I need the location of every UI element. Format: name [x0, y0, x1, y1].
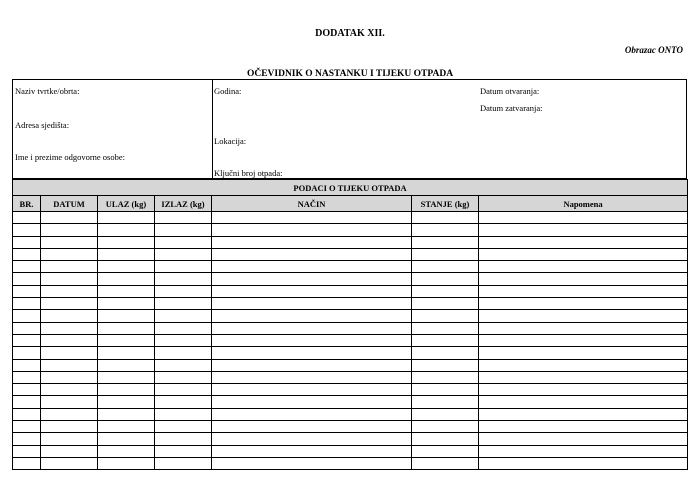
table-row	[13, 322, 688, 334]
cell-output	[155, 371, 212, 383]
cell-date	[41, 261, 98, 273]
cell-method	[212, 359, 412, 371]
cell-number	[13, 334, 41, 346]
table-row	[13, 359, 688, 371]
cell-output	[155, 334, 212, 346]
table-row	[13, 310, 688, 322]
cell-output	[155, 236, 212, 248]
cell-method	[212, 445, 412, 457]
cell-balance	[412, 212, 479, 224]
cell-number	[13, 236, 41, 248]
cell-output	[155, 322, 212, 334]
cell-input	[98, 433, 155, 445]
cell-output	[155, 285, 212, 297]
cell-date	[41, 408, 98, 420]
cell-input	[98, 298, 155, 310]
column-header-input: ULAZ (kg)	[98, 196, 155, 212]
cell-input	[98, 236, 155, 248]
section-title: PODACI O TIJEKU OTPADA	[13, 180, 688, 196]
cell-date	[41, 396, 98, 408]
cell-balance	[412, 347, 479, 359]
cell-method	[212, 248, 412, 260]
cell-number	[13, 371, 41, 383]
cell-number	[13, 248, 41, 260]
key-number-label: Ključni broj otpada:	[214, 168, 283, 178]
waste-flow-table	[12, 179, 688, 470]
table-row	[13, 396, 688, 408]
table-row	[13, 285, 688, 297]
cell-output	[155, 457, 212, 469]
table-row	[13, 371, 688, 383]
cell-note	[479, 261, 688, 273]
cell-number	[13, 261, 41, 273]
cell-method	[212, 310, 412, 322]
cell-number	[13, 224, 41, 236]
cell-date	[41, 322, 98, 334]
cell-note	[479, 421, 688, 433]
column-header-balance: STANJE (kg)	[412, 196, 479, 212]
cell-note	[479, 212, 688, 224]
table-row	[13, 384, 688, 396]
cell-balance	[412, 334, 479, 346]
table-row	[13, 347, 688, 359]
table-row	[13, 248, 688, 260]
cell-date	[41, 285, 98, 297]
cell-output	[155, 310, 212, 322]
cell-number	[13, 322, 41, 334]
cell-input	[98, 384, 155, 396]
cell-input	[98, 371, 155, 383]
column-header-output: IZLAZ (kg)	[155, 196, 212, 212]
table-row	[13, 224, 688, 236]
cell-number	[13, 396, 41, 408]
cell-note	[479, 408, 688, 420]
cell-number	[13, 457, 41, 469]
cell-number	[13, 384, 41, 396]
cell-date	[41, 384, 98, 396]
table-row	[13, 236, 688, 248]
address-label: Adresa sjedišta:	[15, 120, 70, 130]
cell-date	[41, 273, 98, 285]
table-body	[13, 212, 688, 470]
column-header-number: BR.	[13, 196, 41, 212]
cell-note	[479, 457, 688, 469]
table-row	[13, 261, 688, 273]
form-code: Obrazac ONTO	[624, 45, 683, 55]
cell-balance	[412, 359, 479, 371]
cell-date	[41, 236, 98, 248]
cell-method	[212, 322, 412, 334]
cell-output	[155, 421, 212, 433]
cell-method	[212, 421, 412, 433]
cell-method	[212, 371, 412, 383]
cell-method	[212, 408, 412, 420]
cell-output	[155, 212, 212, 224]
table-row	[13, 334, 688, 346]
cell-note	[479, 396, 688, 408]
cell-balance	[412, 224, 479, 236]
cell-method	[212, 298, 412, 310]
cell-note	[479, 310, 688, 322]
cell-input	[98, 261, 155, 273]
cell-date	[41, 224, 98, 236]
cell-date	[41, 433, 98, 445]
cell-input	[98, 457, 155, 469]
cell-balance	[412, 433, 479, 445]
cell-output	[155, 408, 212, 420]
cell-input	[98, 224, 155, 236]
table-row	[13, 445, 688, 457]
cell-number	[13, 359, 41, 371]
cell-balance	[412, 371, 479, 383]
table-row	[13, 212, 688, 224]
cell-method	[212, 212, 412, 224]
cell-date	[41, 371, 98, 383]
cell-output	[155, 445, 212, 457]
cell-number	[13, 285, 41, 297]
cell-output	[155, 224, 212, 236]
cell-method	[212, 285, 412, 297]
cell-output	[155, 248, 212, 260]
cell-date	[41, 334, 98, 346]
open-date-label: Datum otvaranja:	[480, 86, 540, 96]
cell-note	[479, 236, 688, 248]
table-row	[13, 421, 688, 433]
cell-balance	[412, 408, 479, 420]
cell-input	[98, 359, 155, 371]
cell-number	[13, 310, 41, 322]
cell-note	[479, 371, 688, 383]
cell-method	[212, 396, 412, 408]
cell-output	[155, 261, 212, 273]
cell-method	[212, 261, 412, 273]
cell-number	[13, 298, 41, 310]
cell-balance	[412, 273, 479, 285]
cell-date	[41, 310, 98, 322]
column-header-note: Napomena	[479, 196, 688, 212]
year-label: Godina:	[214, 86, 242, 96]
cell-number	[13, 433, 41, 445]
cell-input	[98, 421, 155, 433]
column-header-date: DATUM	[41, 196, 98, 212]
cell-balance	[412, 248, 479, 260]
document-title: DODATAK XII.	[315, 28, 385, 39]
cell-method	[212, 347, 412, 359]
cell-balance	[412, 445, 479, 457]
cell-date	[41, 457, 98, 469]
cell-date	[41, 359, 98, 371]
cell-note	[479, 322, 688, 334]
cell-method	[212, 236, 412, 248]
cell-number	[13, 273, 41, 285]
table-row	[13, 408, 688, 420]
cell-input	[98, 285, 155, 297]
cell-balance	[412, 261, 479, 273]
cell-balance	[412, 322, 479, 334]
cell-balance	[412, 285, 479, 297]
cell-balance	[412, 236, 479, 248]
cell-number	[13, 445, 41, 457]
cell-output	[155, 359, 212, 371]
column-header-method: NAČIN	[212, 196, 412, 212]
cell-output	[155, 384, 212, 396]
cell-note	[479, 224, 688, 236]
cell-input	[98, 273, 155, 285]
cell-date	[41, 298, 98, 310]
cell-balance	[412, 396, 479, 408]
cell-balance	[412, 421, 479, 433]
table-row	[13, 298, 688, 310]
cell-input	[98, 322, 155, 334]
table-row	[13, 457, 688, 469]
cell-input	[98, 310, 155, 322]
cell-input	[98, 248, 155, 260]
cell-method	[212, 273, 412, 285]
location-label: Lokacija:	[214, 136, 247, 146]
cell-method	[212, 433, 412, 445]
cell-note	[479, 384, 688, 396]
cell-number	[13, 212, 41, 224]
cell-note	[479, 285, 688, 297]
cell-output	[155, 433, 212, 445]
cell-input	[98, 334, 155, 346]
cell-balance	[412, 298, 479, 310]
cell-method	[212, 224, 412, 236]
info-divider	[212, 80, 213, 178]
info-box	[12, 79, 687, 179]
cell-note	[479, 433, 688, 445]
form-heading: OČEVIDNIK O NASTANKU I TIJEKU OTPADA	[246, 69, 454, 79]
cell-output	[155, 273, 212, 285]
cell-date	[41, 248, 98, 260]
table-row	[13, 273, 688, 285]
cell-number	[13, 408, 41, 420]
cell-input	[98, 396, 155, 408]
cell-balance	[412, 457, 479, 469]
cell-number	[13, 347, 41, 359]
responsible-person-label: Ime i prezime odgovorne osobe:	[15, 152, 125, 162]
cell-note	[479, 359, 688, 371]
cell-date	[41, 445, 98, 457]
table-row	[13, 433, 688, 445]
company-name-label: Naziv tvrtke/obrta:	[15, 86, 80, 96]
close-date-label: Datum zatvaranja:	[480, 103, 543, 113]
cell-note	[479, 334, 688, 346]
cell-date	[41, 347, 98, 359]
cell-balance	[412, 310, 479, 322]
cell-number	[13, 421, 41, 433]
cell-balance	[412, 384, 479, 396]
cell-output	[155, 347, 212, 359]
cell-method	[212, 334, 412, 346]
cell-date	[41, 421, 98, 433]
cell-input	[98, 445, 155, 457]
cell-note	[479, 248, 688, 260]
cell-date	[41, 212, 98, 224]
cell-input	[98, 347, 155, 359]
cell-input	[98, 408, 155, 420]
cell-method	[212, 384, 412, 396]
cell-note	[479, 347, 688, 359]
cell-note	[479, 273, 688, 285]
cell-output	[155, 396, 212, 408]
cell-input	[98, 212, 155, 224]
cell-note	[479, 298, 688, 310]
cell-method	[212, 457, 412, 469]
cell-output	[155, 298, 212, 310]
cell-note	[479, 445, 688, 457]
